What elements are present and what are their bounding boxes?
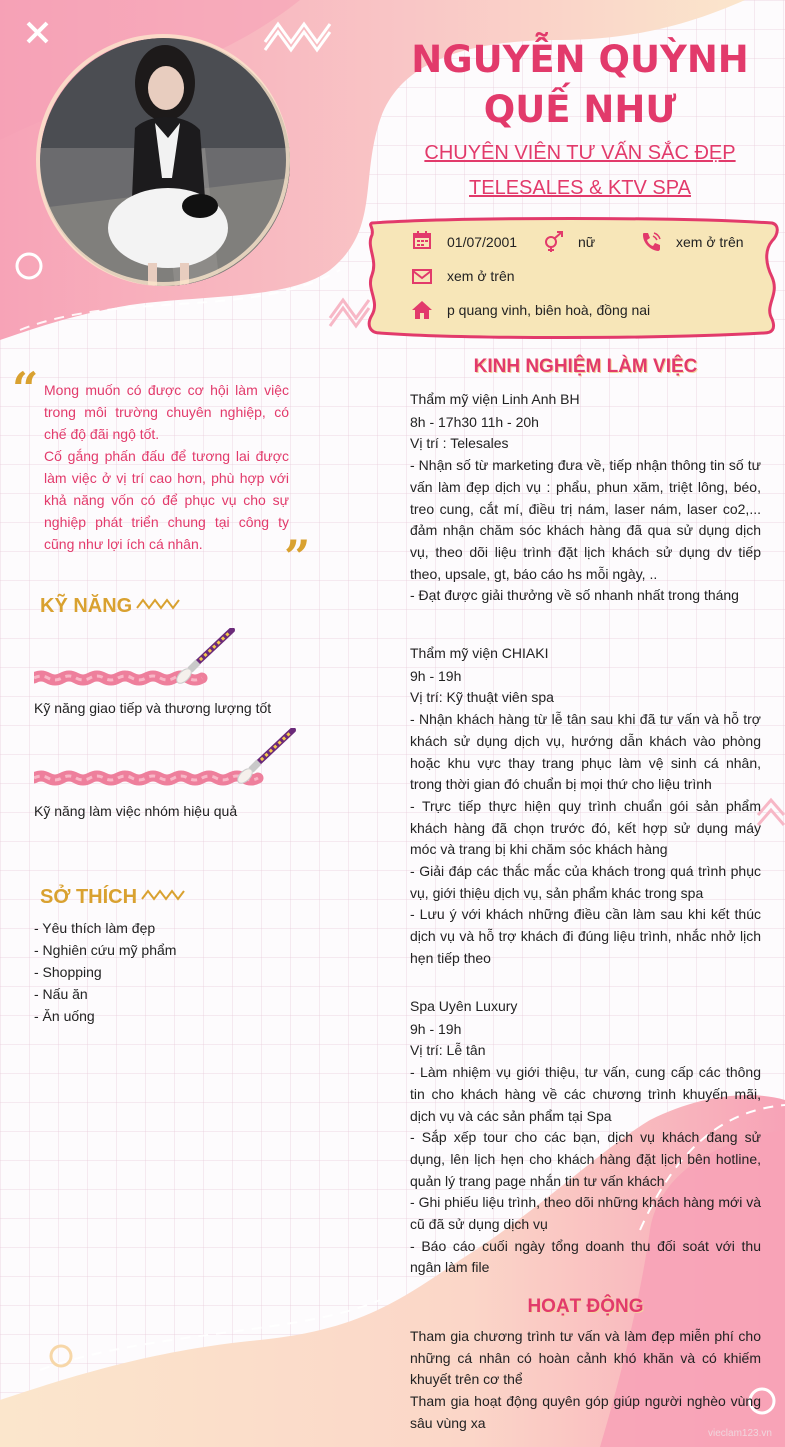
skill-bar-graphic <box>34 728 298 792</box>
job-entry <box>410 389 761 607</box>
skill-bar <box>34 728 298 792</box>
job-title-line-2: TELESALES & KTV SPA <box>469 177 691 199</box>
job-position: Vị trí: Kỹ thuật viên spa <box>410 689 554 706</box>
skill-bar-graphic <box>34 628 298 692</box>
job-entry <box>410 996 761 1279</box>
email-icon <box>412 268 432 286</box>
skill-label: Kỹ năng làm việc nhóm hiệu quả <box>34 803 238 819</box>
job-company: Thẩm mỹ viện CHIAKI <box>410 645 549 661</box>
email-value: xem ở trên <box>447 268 515 284</box>
activity-item: Tham gia hoạt động quyên góp giúp người nghèo vùng sâu vùng xa <box>410 1393 761 1431</box>
makeup-brush-icon <box>235 730 293 786</box>
wave-decoration-icon <box>136 597 180 611</box>
job-duty: - Nhận số từ marketing đưa về, tiếp nhận thông tin số tư vấn làm đẹp dịch vụ : phẩu, phun xăm, triệt lông, béo, treo cung, cắt mí, điều trị nám, laser nám, laser co2,... đảm nhận chăm sóc khách hàng đã qua sử dụng dịch vụ, theo dõi liệu trình đặt lịch khách sử dụng dv tiếp theo, upsale, gt, báo cáo hs mỗi ngày, .. <box>410 457 761 582</box>
hobby-item: - Nấu ăn <box>34 986 88 1002</box>
job-duty: - Lưu ý với khách những điều cần làm sau khi kết thúc dịch vụ và hỗ trợ khách đi đúng liệu trình, nhắc nhở lịch hẹn tiếp theo <box>410 906 761 966</box>
career-objective <box>44 379 289 555</box>
phone-icon <box>640 230 662 252</box>
name-line-1: NGUYỄN QUỲNH <box>411 38 749 81</box>
skill-label: Kỹ năng giao tiếp và thương lượng tốt <box>34 700 272 716</box>
hobbies-title: SỞ THÍCH <box>40 886 138 908</box>
wave-decoration-icon <box>141 888 185 902</box>
phone-value: xem ở trên <box>676 234 744 250</box>
job-company: Thẩm mỹ viện Linh Anh BH <box>410 391 580 407</box>
close-quote-icon: ” <box>284 530 311 584</box>
home-icon <box>411 300 433 320</box>
hobby-list <box>34 917 176 1027</box>
skills-title: KỸ NĂNG <box>40 595 133 617</box>
hobby-item: - Nghiên cứu mỹ phẩm <box>34 942 177 958</box>
gender-value: nữ <box>578 234 596 250</box>
job-time: 9h - 19h <box>410 1020 462 1037</box>
hobby-item: - Ăn uống <box>34 1008 95 1024</box>
job-duty: - Đạt được giải thưởng về số nhanh nhất trong tháng <box>410 587 739 604</box>
job-time: 9h - 19h <box>410 667 462 684</box>
avatar-frame <box>36 34 290 286</box>
job-duty: - Ghi phiếu liệu trình, theo dõi những khách hàng mới và cũ đã sử dụng dịch vụ <box>410 1194 761 1233</box>
open-quote-icon: “ <box>12 362 39 416</box>
job-duty: - Giải đáp các thắc mắc của khách trong quá trình phục vụ, giới thiệu dịch vụ, sản phẩm khác trong spa <box>410 863 761 901</box>
address-value: p quang vinh, biên hoà, đồng nai <box>447 302 651 318</box>
job-duty: - Sắp xếp tour cho các bạn, dịch vụ khách đang sử dụng, lên lịch hẹn cho khách hàng đặt lịch bên hotline, quản lý trang page nhắn tin tư vấn khách <box>410 1129 761 1189</box>
name-line-2: QUẾ NHƯ <box>483 88 677 131</box>
job-company: Spa Uyên Luxury <box>410 998 518 1014</box>
calendar-icon <box>412 230 432 250</box>
job-duty: - Nhận khách hàng từ lễ tân sau khi đã tư vấn và hỗ trợ khách sử dụng dịch vụ, hướng dẫn khách vào phòng hoặc khu vực thay trang phục làm vệ sinh cá nhân, trong thời gian đó chuẩn bị mọi thứ cho liệu trình <box>410 711 761 793</box>
job-time: 8h - 17h30 11h - 20h <box>410 413 539 430</box>
job-duty: - Làm nhiệm vụ giới thiệu, tư vấn, cung cấp các thông tin cho khách hàng về các chương trình khuyến mãi, dịch vụ và các sản phẩm tại Spa <box>410 1064 761 1124</box>
job-title-line-1: CHUYÊN VIÊN TƯ VẤN SẮC ĐẸP <box>424 142 736 164</box>
activities-title: HOẠT ĐỘNG <box>527 1296 644 1317</box>
job-duty: - Báo cáo cuối ngày tổng doanh thu đối soát với thu ngân làm file <box>410 1237 761 1276</box>
skill-bar <box>34 628 298 692</box>
activity-list <box>410 1326 761 1435</box>
job-entry <box>410 643 761 970</box>
hobby-item: - Yêu thích làm đẹp <box>34 920 156 936</box>
job-position: Vị trí : Telesales <box>410 435 509 452</box>
watermark: vieclam123.vn <box>708 1428 772 1439</box>
dob-value: 01/07/2001 <box>447 234 518 250</box>
job-position: Vị trí: Lễ tân <box>410 1042 486 1059</box>
activity-item: Tham gia chương trình tư vấn và làm đẹp miễn phí cho những cá nhân có hoàn cảnh khó khăn và có khiếm khuyết trên cơ thể <box>410 1328 761 1388</box>
objective-paragraph-2: Cố gắng phấn đấu để tương lai được làm việc ở vị trí cao hơn, phù hợp với khả năng vốn có để phục vụ cho sự nghiệp phát triển chung tại công ty cũng như lợi ích cá nhân. <box>44 448 289 552</box>
objective-paragraph-1: Mong muốn có được cơ hội làm việc trong môi trường chuyên nghiệp, có chế độ đãi ngộ tốt. <box>44 382 289 442</box>
job-duty: - Trực tiếp thực hiện quy trình chuẩn gói sản phẩm khách hàng đã chọn trước đó, kết hợp sử dụng máy móc và trang bị khi chăm sóc khách hàng <box>410 797 761 858</box>
gender-icon <box>543 230 565 252</box>
experience-title: KINH NGHIỆM LÀM VIỆC <box>473 356 698 377</box>
hobby-item: - Shopping <box>34 964 102 980</box>
